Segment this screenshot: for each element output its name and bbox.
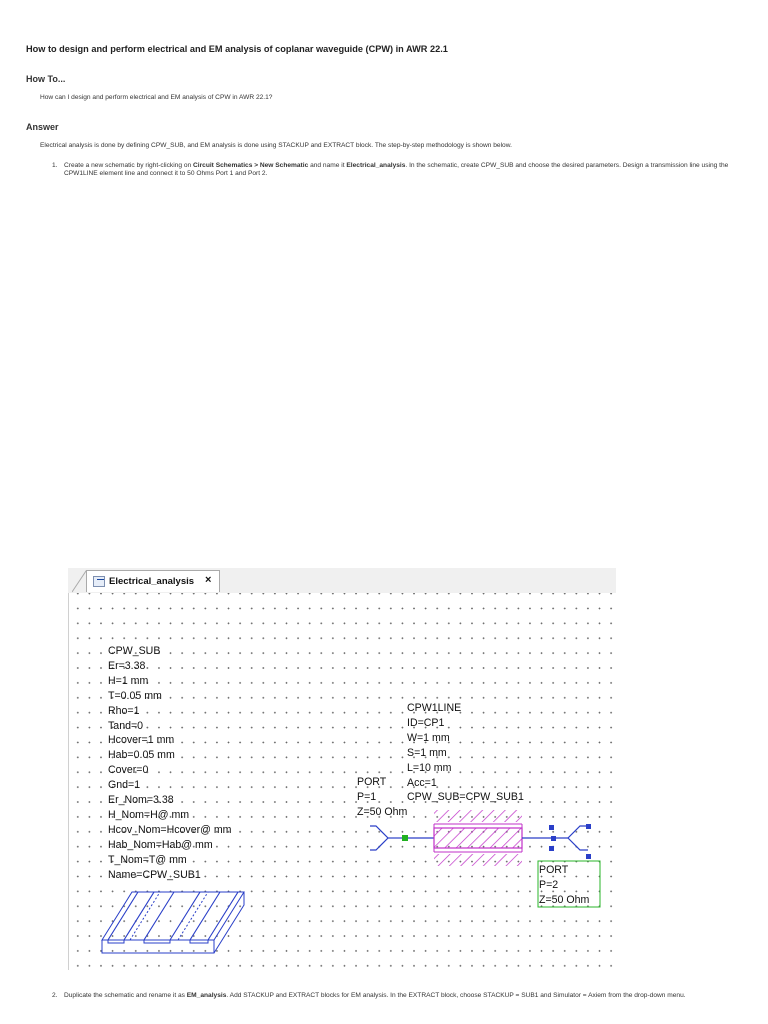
cpw1line-param: S=1 mm bbox=[407, 746, 447, 759]
cpw1line-param: ID=CP1 bbox=[407, 716, 445, 729]
tab-label: Electrical_analysis bbox=[109, 576, 195, 587]
close-icon[interactable]: × bbox=[205, 574, 212, 586]
article-title: How to design and perform electrical and EM analysis of coplanar waveguide (CPW) in AWR 22.1 bbox=[26, 44, 448, 54]
cpw1line-param: Acc=1 bbox=[407, 776, 437, 789]
port2-param: PORT bbox=[539, 864, 569, 876]
cpw-sub-param: Rho=1 bbox=[108, 704, 140, 717]
em-schematic-name: EM_analysis bbox=[186, 992, 227, 999]
cpw-sub-param: H_Nom=H@ mm bbox=[108, 808, 190, 821]
cpw-sub-param: T_Nom=T@ mm bbox=[108, 853, 187, 866]
port1-param: P=1 bbox=[357, 790, 377, 803]
cpw-sub-param: Hab_Nom=Hab@ mm bbox=[108, 838, 213, 851]
port2-param: P=2 bbox=[539, 878, 559, 891]
menu-path: Circuit Schematics > New Schematic bbox=[193, 162, 309, 169]
step-1 bbox=[54, 162, 744, 179]
cpw-sub-param: Hab=0.05 mm bbox=[108, 749, 175, 762]
port2-symbol[interactable] bbox=[522, 824, 600, 907]
schematic-window bbox=[68, 568, 616, 970]
howto-text: How can I design and perform electrical and EM analysis of CPW in AWR 22.1? bbox=[40, 94, 273, 101]
schematic-name: Electrical_analysis bbox=[346, 162, 406, 169]
port1-symbol[interactable] bbox=[370, 826, 434, 850]
schematic-graphics bbox=[68, 568, 616, 970]
cpw-sub-param: Gnd=1 bbox=[108, 779, 141, 792]
cpw1line-param: L=10 mm bbox=[407, 761, 452, 774]
answer-heading: Answer bbox=[26, 122, 59, 132]
cpw1line-param: CPW_SUB=CPW_SUB1 bbox=[407, 791, 524, 804]
port1-param: PORT bbox=[357, 776, 387, 788]
cpw-sub-param: CPW_SUB bbox=[108, 645, 161, 657]
port2-param: Z=50 Ohm bbox=[539, 893, 590, 906]
cpw1line-param: CPW1LINE bbox=[407, 702, 462, 714]
cpw-sub-param: H=1 mm bbox=[108, 674, 149, 687]
step-2-text: Duplicate the schematic and rename it as EM_analysis. Add STACKUP and EXTRACT blocks for EM analysis. In the EXTRACT block, choose STACKUP = SUB1 and Simulator = Axiem from the drop-down menu. bbox=[64, 992, 686, 999]
cpw-sub-param: T=0.05 mm bbox=[108, 689, 162, 702]
cpw1line-param: W=1 mm bbox=[407, 731, 450, 744]
step-2 bbox=[54, 992, 744, 1000]
cpw-sub-param: Er=3.38 bbox=[108, 659, 146, 672]
cpw-sub-param: Cover=0 bbox=[108, 764, 149, 777]
cpw1line-symbol[interactable] bbox=[434, 810, 522, 866]
answer-intro: Electrical analysis is done by defining CPW_SUB, and EM analysis is done using STACKUP and EXTRACT block. The step-by-step methodology is shown below. bbox=[40, 142, 512, 149]
port1-param: Z=50 Ohm bbox=[357, 805, 408, 818]
howto-heading: How To... bbox=[26, 74, 66, 84]
cpw-sub-param: Name=CPW_SUB1 bbox=[108, 868, 201, 881]
step-2-number: 2. bbox=[52, 992, 58, 999]
cpw-sub-param: Er_Nom=3.38 bbox=[108, 794, 174, 807]
cpw-sub-param: Hcover=1 mm bbox=[108, 734, 175, 747]
step-1-text: Create a new schematic by right-clicking on Circuit Schematics > New Schematic and name it Electrical_analysis. In the schematic, create CPW_SUB and choose the desired parameters. Design a transmission line using the CPW1LINE element line and connect it to 50 Ohms Port 1 and Port 2. bbox=[64, 162, 729, 178]
cpw-sub-param: Tand=0 bbox=[108, 719, 144, 732]
substrate-3d-drawing bbox=[102, 892, 244, 953]
step-1-number: 1. bbox=[52, 162, 58, 169]
cpw-sub-param: Hcov_Nom=Hcover@ mm bbox=[108, 823, 232, 836]
